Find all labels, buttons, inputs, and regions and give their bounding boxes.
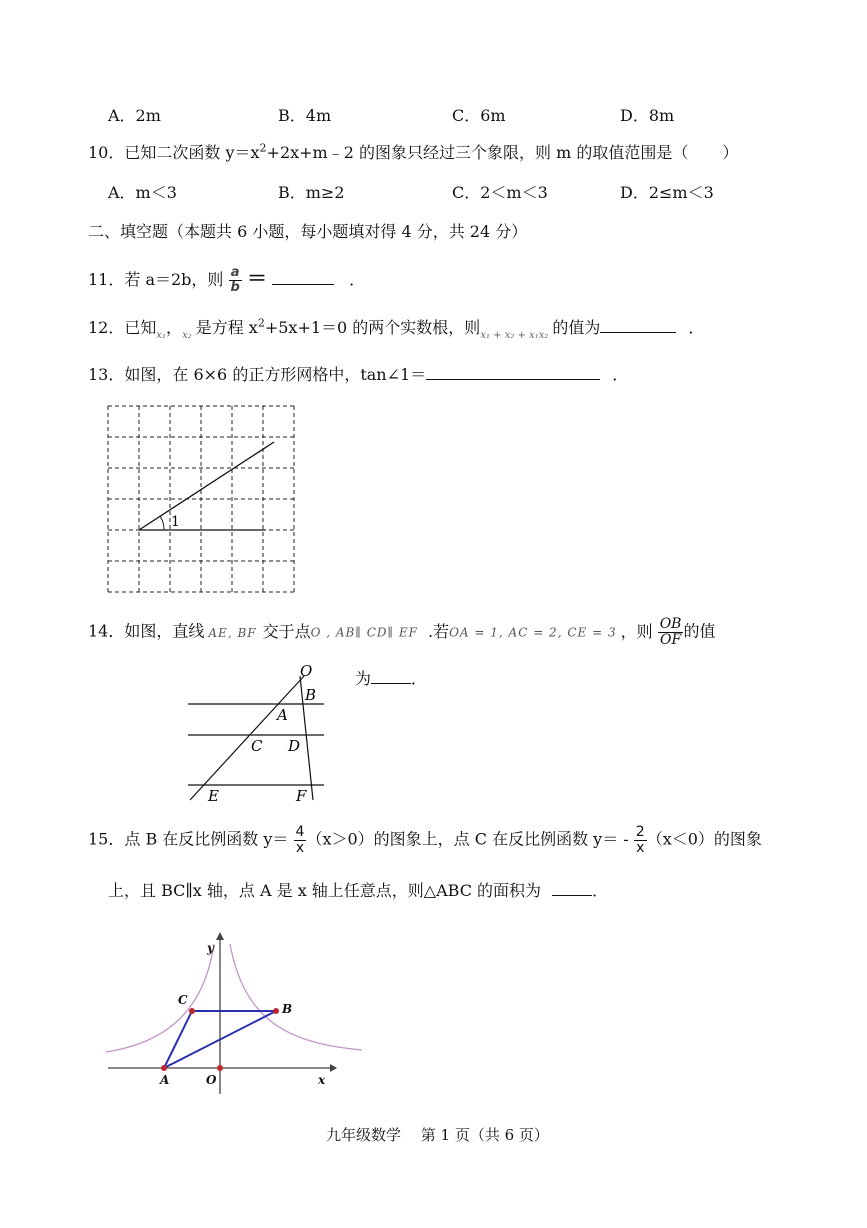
section-2-heading: 二、填空题（本题共 6 小题，每小题填对得 4 分，共 24 分）	[88, 222, 528, 241]
q9-option-a: A．2m	[108, 106, 161, 125]
q14-label-b: B	[305, 686, 317, 704]
question-14	[88, 617, 715, 647]
q11-frac-den: b	[230, 280, 240, 295]
q13-slant-ray	[139, 442, 274, 530]
q14-label-e: E	[208, 787, 219, 805]
q14-line2-text: 为	[355, 669, 372, 688]
q14-line2	[355, 666, 427, 689]
q14-number: 14．	[88, 621, 125, 641]
q15-f1-num: 4	[295, 824, 305, 840]
q15-text1: 点 B 在反比例函数 y＝	[124, 829, 289, 849]
q14-text5: 的值	[683, 621, 716, 641]
q12-sup: 2	[257, 316, 265, 330]
q14-label-c: C	[251, 737, 263, 755]
q15-label-a: A	[160, 1073, 170, 1087]
q12-text4: 的值为	[552, 318, 601, 337]
q15-label-c: C	[178, 993, 188, 1007]
q11-frac-num: a	[229, 266, 242, 281]
q10-stem-mid: +2x+m﹣2 的图象只经过三个象限，则 m 的取值范围是（	[266, 143, 689, 162]
q11-fraction	[229, 266, 242, 294]
q12-number: 12．	[88, 318, 125, 337]
q9-option-b: B．4m	[278, 106, 332, 125]
q13-grid-figure	[104, 402, 300, 596]
q11-answer-blank[interactable]	[272, 283, 334, 285]
q15-line2-text: 上，且 BC∥x 轴，点 A 是 x 轴上任意点，则△ABC 的面积为	[108, 881, 542, 900]
question-15	[88, 825, 762, 855]
q14-fraction	[658, 617, 684, 647]
q15-label-y: y	[207, 941, 214, 955]
page-footer: 九年级数学 第 1 页（共 6 页）	[326, 1126, 549, 1144]
q15-label-x: x	[318, 1073, 326, 1087]
q14-text4: ，则	[620, 621, 653, 641]
q13-angle-arc	[160, 516, 164, 530]
q10-stem-end: ）	[722, 143, 739, 162]
q10-option-b: B．m≥2	[278, 183, 345, 202]
q10-option-a: A．m＜3	[108, 183, 177, 202]
q14-label-f: F	[296, 787, 307, 805]
q14-label-d: D	[288, 737, 301, 755]
q15-graph	[104, 918, 366, 1106]
q10-number: 10．	[88, 143, 125, 162]
q14-line-ae	[190, 676, 304, 800]
q15-point-o	[217, 1065, 223, 1071]
q15-label-o: O	[206, 1073, 217, 1087]
q14-text1: 如图，直线	[124, 621, 205, 641]
q13-angle-label: 1	[171, 514, 180, 530]
q15-curve-right	[230, 944, 362, 1050]
q14-label-a: A	[277, 706, 288, 724]
q15-x-axis-arrow	[330, 1064, 337, 1072]
q11-equals: ＝	[246, 266, 267, 290]
q15-f1-den: x	[295, 839, 305, 856]
q15-line2	[108, 878, 608, 901]
question-13	[88, 362, 628, 385]
q10-option-d: D．2≤m＜3	[620, 183, 714, 202]
q15-text2: （x＞0）的图象上，点 C 在反比例函数 y＝ -	[306, 829, 629, 849]
q14-text3: .若	[427, 621, 450, 641]
q14-lines: AE, BF	[208, 625, 257, 640]
q13-number: 13．	[88, 365, 125, 384]
q14-end: ．	[411, 669, 428, 688]
q11-text: 若 a＝2b，则	[124, 270, 224, 289]
q14-figure	[180, 660, 340, 808]
q15-point-a	[161, 1065, 167, 1071]
q12-end: ．	[688, 318, 705, 337]
q15-label-b: B	[282, 1002, 293, 1016]
q15-y-axis-arrow	[216, 932, 224, 940]
q12-expression: x₁ + x₂ + x₁x₂	[480, 330, 549, 341]
question-11	[88, 262, 365, 295]
q12-x2: x₂	[182, 330, 192, 341]
q15-fraction-2	[634, 825, 647, 855]
q15-f2-den: x	[636, 839, 645, 856]
q13-answer-blank[interactable]	[426, 378, 600, 380]
q14-frac-den: OF	[659, 631, 682, 648]
q10-sup: 2	[259, 141, 267, 155]
q9-option-d: D．8m	[620, 106, 675, 125]
q14-answer-blank[interactable]	[371, 682, 411, 684]
q12-text3: +5x+1＝0 的两个实数根，则	[264, 318, 481, 337]
q15-number: 15．	[88, 829, 125, 849]
q12-comma: ，	[166, 318, 183, 337]
q15-point-b	[273, 1008, 279, 1014]
q13-text: 如图，在 6×6 的正方形网格中，tan∠1＝	[124, 365, 427, 384]
question-12	[88, 315, 705, 341]
q15-answer-blank[interactable]	[552, 894, 592, 896]
q10-option-c: C．2＜m＜3	[452, 183, 548, 202]
q14-values: OA = 1, AC = 2, CE = 3	[449, 625, 617, 640]
q11-end: ．	[349, 270, 366, 289]
q15-point-c	[189, 1008, 195, 1014]
q15-end: ．	[592, 881, 609, 900]
q12-answer-blank[interactable]	[600, 331, 676, 333]
q10-stem-pre: 已知二次函数 y＝x	[124, 143, 260, 162]
q9-option-c: C．6m	[452, 106, 506, 125]
q12-text1: 已知	[124, 318, 157, 337]
q15-f2-num: 2	[635, 824, 645, 840]
q14-label-o: O	[300, 662, 313, 680]
q14-frac-num: OB	[659, 616, 682, 632]
question-10	[88, 140, 738, 163]
q12-x1: x₁	[156, 330, 167, 341]
q14-text2: 交于点	[262, 621, 311, 641]
q11-number: 11．	[88, 270, 125, 289]
q15-text3: （x＜0）的图象	[646, 829, 762, 849]
q12-text2: 是方程 x	[195, 318, 258, 337]
q15-curve-left	[106, 944, 214, 1052]
q13-end: ．	[612, 365, 629, 384]
q15-fraction-1	[294, 825, 307, 855]
q14-condition: O , AB∥ CD∥ EF	[310, 625, 418, 640]
